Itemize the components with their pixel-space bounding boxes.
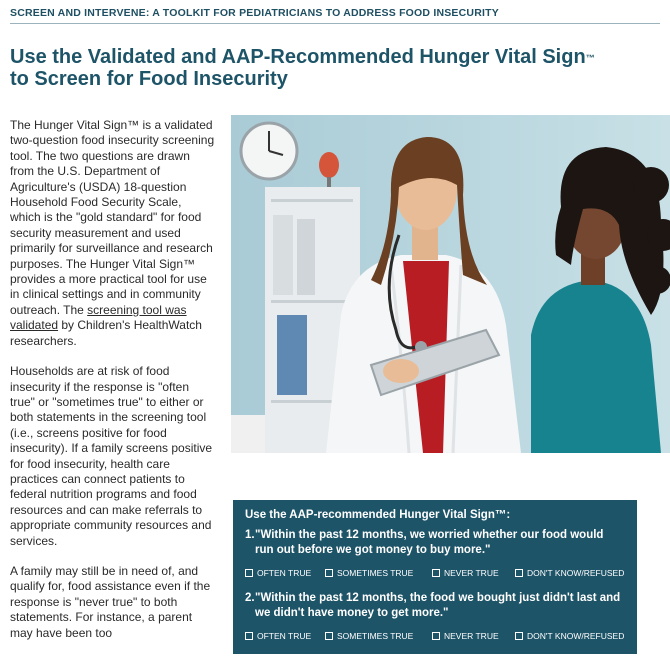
checkbox-icon: [325, 569, 333, 577]
checkbox-icon: [245, 569, 253, 577]
body-paragraph-1-text-a: The Hunger Vital Sign™ is a validated two-question food insecurity screening tool. The two questions are drawn from the U.S. Department of Agriculture's (USDA) 18-question Household Food Security Scale, which is the "gold standard" for food security measurement and used primarily for surveillance and research purposes. The Hunger Vital Sign™ provides a more practical tool for use in clinical settings and in community outreach. The: [10, 118, 215, 317]
q1-option-never-true-label: NEVER TRUE: [444, 568, 499, 578]
checkbox-icon: [325, 632, 333, 640]
q1-option-sometimes-true-label: SOMETIMES TRUE: [337, 568, 414, 578]
section-header: [10, 7, 660, 19]
q2-option-sometimes-true-label: SOMETIMES TRUE: [337, 631, 414, 641]
q1-option-often-true[interactable]: [245, 568, 311, 578]
checkbox-icon: [432, 632, 440, 640]
body-paragraph-1: [10, 118, 215, 349]
question-2-options: [245, 631, 635, 643]
screening-tool-link[interactable]: screening tool was validated: [10, 302, 187, 333]
q2-option-often-true-label: OFTEN TRUE: [257, 631, 312, 641]
q2-option-sometimes-true[interactable]: [325, 631, 413, 641]
q1-option-often-true-label: OFTEN TRUE: [257, 568, 312, 578]
callout-title: Use the AAP-recommended Hunger Vital Sign™:: [245, 509, 511, 521]
body-paragraph-3: A family may still be in need of, and qualify for, food assistance even if the response is "never true" to both statements. For instance, a parent may have been too: [10, 563, 211, 640]
section-header-rest: A TOOLKIT FOR PEDIATRICIANS TO ADDRESS FOOD INSECURITY: [149, 7, 499, 19]
q1-option-dont-know-label: DON'T KNOW/REFUSED: [527, 568, 625, 578]
question-2-number: 2.: [245, 592, 255, 604]
checkbox-icon: [432, 569, 440, 577]
question-1-options: [245, 568, 635, 580]
q2-option-dont-know[interactable]: [515, 631, 624, 641]
checkbox-icon: [515, 632, 523, 640]
checkbox-icon: [515, 569, 523, 577]
checkbox-icon: [245, 632, 253, 640]
q1-option-never-true[interactable]: [432, 568, 499, 578]
q1-option-sometimes-true[interactable]: [325, 568, 413, 578]
header-divider: [10, 23, 660, 24]
q2-option-dont-know-label: DON'T KNOW/REFUSED: [527, 631, 625, 641]
body-text-column: [10, 118, 215, 656]
question-1-text: "Within the past 12 months, we worried whether our food would run out before we got money to buy more.": [255, 529, 604, 556]
body-paragraph-2: Households are at risk of food insecurity if the response is "often true" or "sometimes true" to either or both statements in the screening tool (i.e., screens positive for food insecurity). If a family screens positive for food insecurity, health care practices can connect patients to federal nutrition programs and food resources and can make referrals to appropriate community resources and services.: [10, 364, 213, 548]
doctor-patient-illustration: [231, 115, 670, 453]
page-title-line1: Use the Validated and AAP-Recommended Hunger Vital Sign: [10, 46, 586, 68]
body-paragraph-1-text-b: by Children's HealthWatch researchers.: [10, 318, 202, 348]
page-title: [10, 46, 660, 90]
doctor-patient-photo: [231, 115, 670, 453]
q2-option-never-true-label: NEVER TRUE: [444, 631, 499, 641]
trademark-mark: ™: [585, 53, 595, 63]
q2-option-often-true[interactable]: [245, 631, 311, 641]
section-header-lead: SCREEN AND INTERVENE:: [10, 7, 150, 19]
question-1-number: 1.: [245, 529, 255, 541]
q1-option-dont-know[interactable]: [515, 568, 624, 578]
q2-option-never-true[interactable]: [432, 631, 499, 641]
page-title-line2: to Screen for Food Insecurity: [10, 68, 288, 90]
question-1: [245, 528, 630, 558]
question-2-text: "Within the past 12 months, the food we bought just didn't last and we didn't have money to get more.": [255, 592, 621, 619]
hunger-vital-sign-callout: [233, 500, 637, 654]
question-2: [245, 591, 630, 621]
